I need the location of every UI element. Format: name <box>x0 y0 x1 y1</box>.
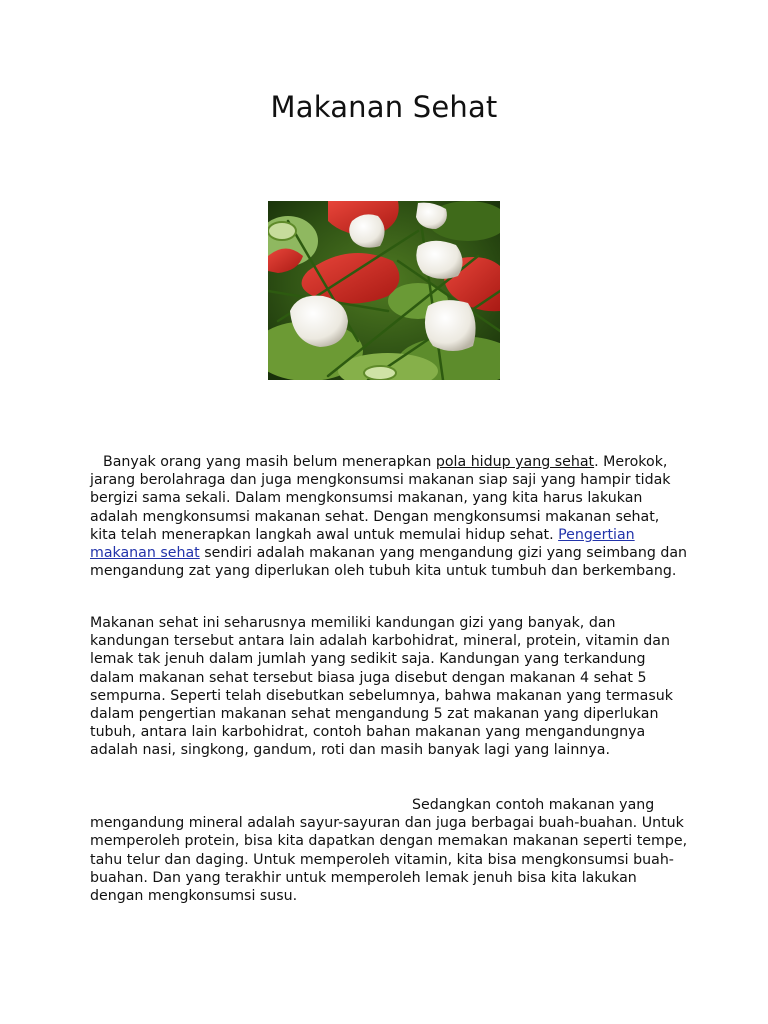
salad-image <box>268 201 500 380</box>
salad-illustration <box>268 201 500 380</box>
paragraph-nutrients: Makanan sehat ini seharusnya memiliki kandungan gizi yang banyak, dan kandungan tersebut antara lain adalah karbohidrat, mineral, protein, vitamin dan lemak tak jenuh dalam jumlah yang sedikit saja. Kandungan yang terkandung dalam makanan sehat tersebut biasa juga disebut dengan makanan 4 sehat 5 sempurna. Seperti telah disebutkan sebelumnya, bahwa makanan yang termasuk dalam pengertian makanan sehat mengandung 5 zat makanan yang diperlukan tubuh, antara lain karbohidrat, contoh bahan makanan yang mengandungnya adalah nasi, singkong, gandum, roti dan masih banyak lagi yang lainnya. <box>90 615 673 759</box>
page-title: Makanan Sehat <box>270 90 498 124</box>
paragraph-intro-start: Banyak orang yang masih belum menerapkan <box>103 454 436 470</box>
paragraph-intro-end: sendiri adalah makanan yang mengandung gizi yang seimbang dan mengandung zat yang diperlukan oleh tubuh kita untuk tumbuh dan berkembang. <box>90 545 688 580</box>
link-pengertian-makanan-sehat[interactable]: Pengertian makanan sehat <box>90 526 635 562</box>
paragraph-examples <box>90 796 690 905</box>
paragraph-examples-text: Sedangkan contoh makanan yang mengandung mineral adalah sayur-sayuran dan juga berbagai buah-buahan. Untuk memperoleh protein, bisa kita dapatkan dengan memakan makanan seperti tempe, tahu telur dan daging. Untuk memperoleh vitamin, kita bisa mengkonsumsi buah-buahan. Dan yang terakhir untuk memperoleh lemak jenuh bisa kita lakukan dengan mengkonsumsi susu. <box>90 797 688 905</box>
link-pola-hidup-sehat[interactable]: pola hidup yang sehat <box>435 454 595 470</box>
paragraph-intro-middle: . Merokok, jarang berolahraga dan juga mengkonsumsi makanan siap saji yang hampir tidak bergizi sama sekali. Dalam mengkonsumsi makanan, yang kita harus lakukan adalah mengkonsumsi makanan sehat. Dengan mengkonsumsi makanan sehat, kita telah menerapkan langkah awal untuk memulai hidup sehat. <box>90 454 671 543</box>
paragraph-intro <box>90 453 690 580</box>
